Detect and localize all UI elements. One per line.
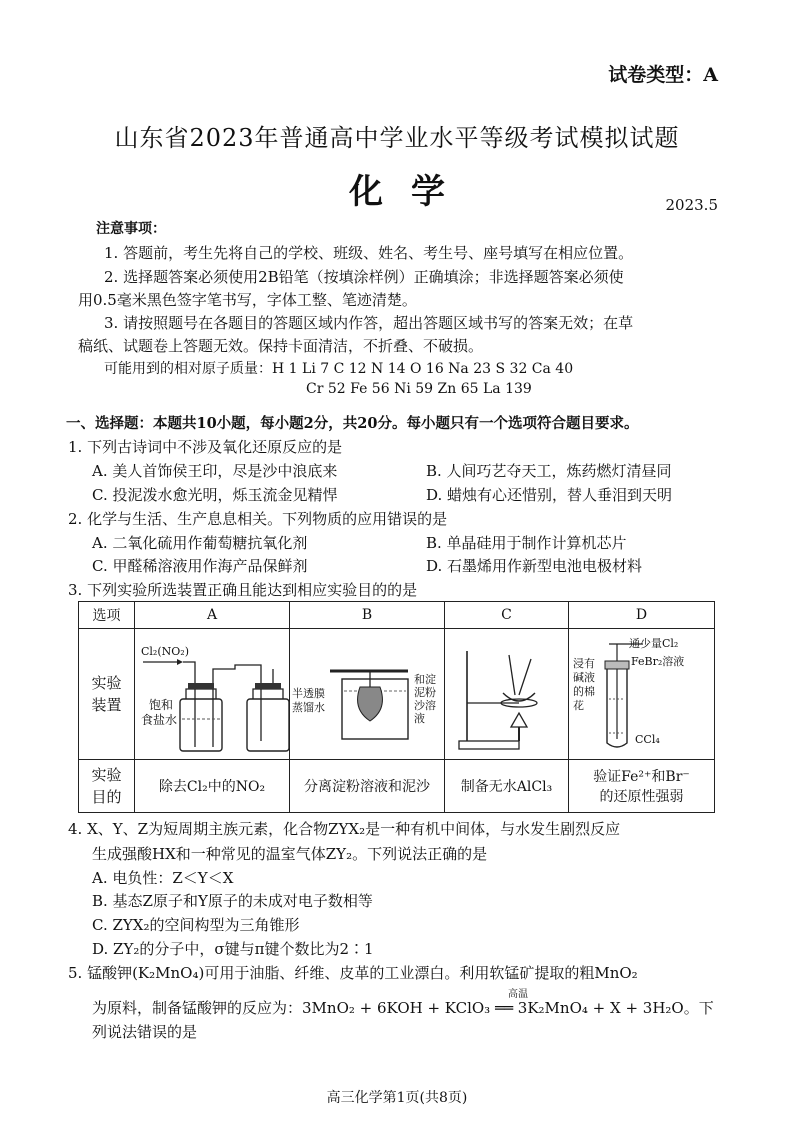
evaporation-drawing	[445, 629, 569, 759]
q4-option-b: B. 基态Z原子和Y原子的未成对电子数相等	[92, 892, 373, 910]
fig-a-label-2: 食盐水	[141, 713, 178, 727]
table-header-d: D	[569, 602, 715, 629]
fig-d-cotton-2: 碱液	[573, 671, 595, 684]
q5-stem-2: 为原料，制备锰酸钾的反应为：3MnO₂ + 6KOH + KClO₃ ══ 3K₂MnO₄ + X + 3H₂O。下	[92, 999, 714, 1017]
fig-b-side-1: 和淀	[414, 673, 436, 686]
q4-option-c: C. ZYX₂的空间构型为三角锥形	[92, 916, 300, 934]
row-label-purpose: 实验目的	[91, 766, 122, 806]
q1-stem: 1. 下列古诗词中不涉及氧化还原反应的是	[68, 438, 343, 456]
q5-stem-3: 列说法错误的是	[92, 1023, 198, 1041]
q5-condition: 高温	[508, 989, 528, 1000]
exam-date: 2023.5	[665, 196, 718, 214]
table-header-a: A	[135, 602, 290, 629]
note-item-3-cont: 稿纸、试题卷上答题无效。保持卡面清洁，不折叠、不破损。	[78, 337, 484, 355]
paper-type: 试卷类型：A	[608, 64, 718, 86]
q2-option-b: B. 单晶硅用于制作计算机芯片	[426, 534, 627, 552]
fig-b-side-3: 沙溶	[414, 699, 436, 712]
exam-title: 山东省2023年普通高中学业水平等级考试模拟试题	[114, 124, 680, 152]
page-footer: 高三化学第1页(共8页)	[326, 1090, 468, 1106]
purpose-b: 分离淀粉溶液和泥沙	[290, 760, 445, 813]
note-item-3: 3. 请按照题号在各题目的答题区域内作答，超出答题区域书写的答案无效；在草	[104, 314, 634, 332]
q2-stem: 2. 化学与生活、生产息息相关。下列物质的应用错误的是	[68, 510, 448, 528]
atomic-masses-line2: Cr 52 Fe 56 Ni 59 Zn 65 La 139	[306, 381, 532, 397]
q5-stem-1: 5. 锰酸钾(K₂MnO₄)可用于油脂、纤维、皮革的工业漂白。利用软锰矿提取的粗MnO₂	[68, 964, 638, 982]
q4-option-d: D. ZY₂的分子中，σ键与π键个数比为2∶1	[92, 940, 374, 958]
table-header-option: 选项	[79, 602, 135, 629]
notes-heading: 注意事项：	[96, 221, 166, 237]
fig-b-membrane: 半透膜	[292, 687, 325, 700]
purpose-d-line1: 验证Fe²⁺和Br⁻	[593, 769, 690, 785]
table-header-c: C	[445, 602, 569, 629]
note-item-1: 1. 答题前，考生先将自己的学校、班级、姓名、考生号、座号填写在相应位置。	[104, 244, 634, 262]
fig-b-side-2: 泥粉	[414, 686, 436, 699]
subject-title: 化学	[349, 172, 473, 212]
fig-d-cotton-3: 的棉	[573, 685, 595, 698]
q2-option-d: D. 石墨烯用作新型电池电极材料	[426, 557, 643, 575]
q4-stem-2: 生成强酸HX和一种常见的温室气体ZY₂。下列说法正确的是	[92, 845, 488, 863]
fig-d-cotton-4: 花	[573, 699, 584, 712]
note-item-2: 2. 选择题答案必须使用2B铅笔（按填涂样例）正确填涂；非选择题答案必须使	[104, 268, 624, 286]
q1-option-c: C. 投泥泼水愈光明，烁玉流金见精悍	[92, 486, 338, 504]
fig-b-side-4: 液	[414, 712, 425, 725]
q3-stem: 3. 下列实验所选装置正确且能达到相应实验目的的是	[68, 581, 418, 599]
apparatus-d	[569, 629, 714, 759]
fig-a-label-1: 饱和	[149, 698, 174, 712]
q1-option-b: B. 人间巧艺夺天工，炼药燃灯清昼同	[426, 462, 672, 480]
apparatus-a	[135, 629, 289, 759]
purpose-d-line2: 的还原性强弱	[599, 789, 684, 805]
fig-d-top: 通少量Cl₂	[629, 637, 679, 650]
fig-d-bottom: CCl₄	[635, 733, 660, 746]
fig-a-gas-label: Cl₂(NO₂)	[141, 645, 189, 658]
table-header-b: B	[290, 602, 445, 629]
q4-stem-1: 4. X、Y、Z为短周期主族元素，化合物ZYX₂是一种有机中间体，与水发生剧烈反应	[68, 820, 621, 838]
fig-d-solution: FeBr₂溶液	[631, 655, 685, 668]
q2-option-c: C. 甲醛稀溶液用作海产品保鲜剂	[92, 557, 308, 575]
q1-option-d: D. 蜡烛有心还惜别，替人垂泪到天明	[426, 486, 673, 504]
fig-b-water: 蒸馏水	[292, 701, 325, 714]
atomic-masses-line1: 可能用到的相对原子质量：H 1 Li 7 C 12 N 14 O 16 Na 23 S 32 Ca 40	[104, 361, 574, 377]
q4-option-a: A. 电负性：Z＜Y＜X	[92, 869, 234, 887]
apparatus-c	[445, 629, 568, 759]
purpose-c: 制备无水AlCl₃	[445, 760, 569, 813]
fig-d-cotton-1: 浸有	[573, 657, 595, 670]
purpose-a: 除去Cl₂中的NO₂	[135, 760, 290, 813]
q1-option-a: A. 美人首饰侯王印，尽是沙中浪底来	[92, 462, 338, 480]
note-item-2-cont: 用0.5毫米黑色签字笔书写，字体工整、笔迹清楚。	[78, 291, 417, 309]
q2-option-a: A. 二氧化硫用作葡萄糖抗氧化剂	[92, 534, 308, 552]
apparatus-b	[290, 629, 444, 759]
section-heading: 一、选择题：本题共10小题，每小题2分，共20分。每小题只有一个选项符合题目要求。	[66, 415, 639, 432]
purpose-d	[569, 760, 715, 813]
row-label-apparatus: 实验装置	[91, 674, 122, 714]
experiment-table	[78, 601, 715, 813]
